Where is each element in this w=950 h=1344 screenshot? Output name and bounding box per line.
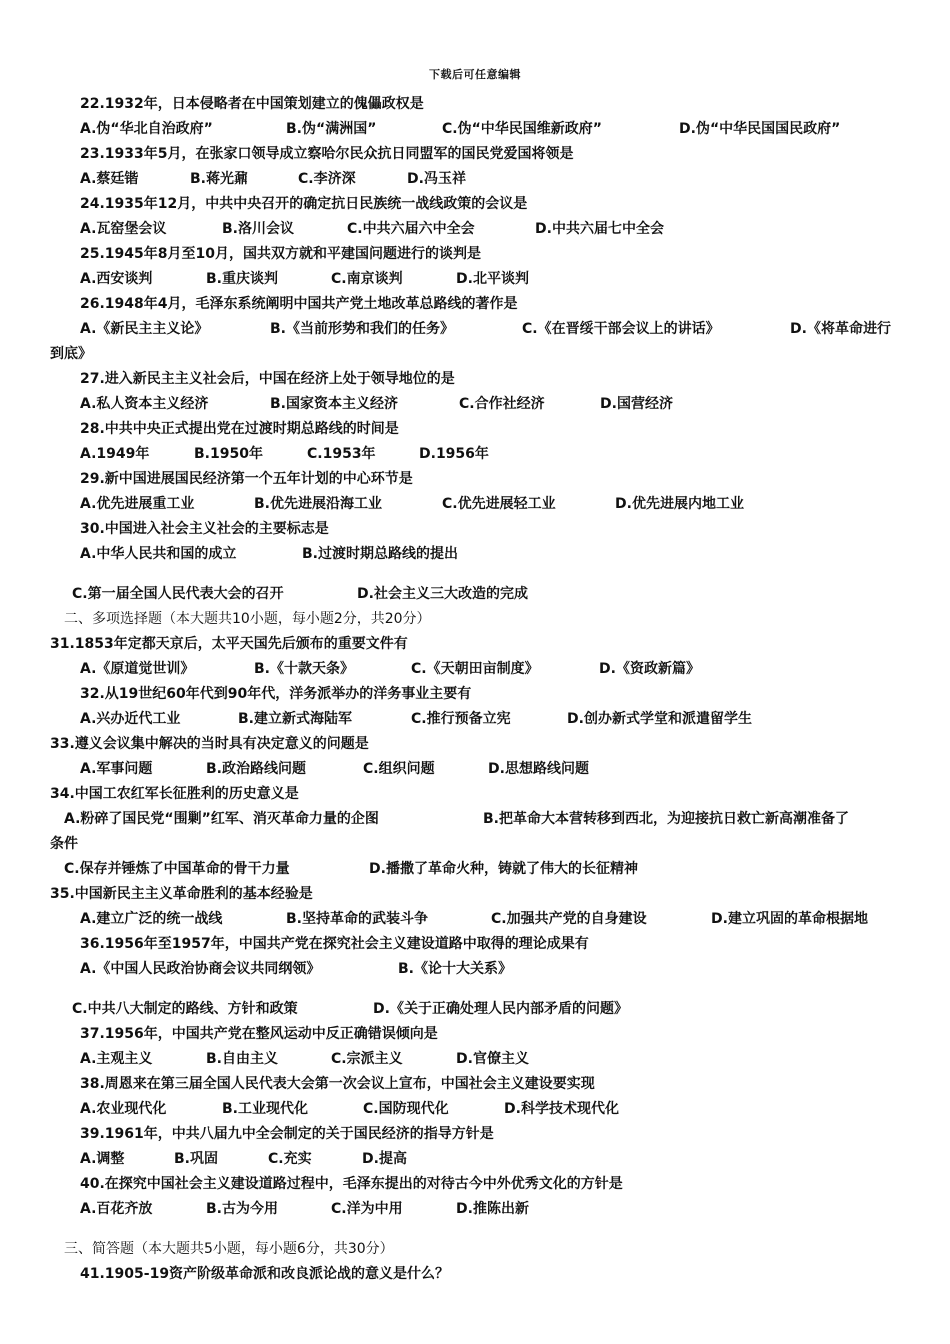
option-29b: B.优先进展沿海工业: [254, 496, 382, 512]
option-36c: C.中共八大制定的路线、方针和政策: [72, 1001, 298, 1017]
option-37b: B.自由主义: [206, 1051, 278, 1067]
page-header: 下载后可任意编辑: [429, 68, 521, 81]
option-35a: A.建立广泛的统一战线: [80, 911, 223, 927]
question-28: 28.中共中央正式提出党在过渡时期总路线的时间是: [80, 421, 399, 437]
option-38d: D.科学技术现代化: [504, 1101, 619, 1117]
option-40b: B.古为今用: [206, 1201, 278, 1217]
option-40c: C.洋为中用: [331, 1201, 403, 1217]
option-38a: A.农业现代化: [80, 1101, 167, 1117]
option-33d: D.思想路线问题: [488, 761, 589, 777]
option-32b: B.建立新式海陆军: [238, 711, 352, 727]
question-37: 37.1956年，中国共产党在整风运动中反正确错误倾向是: [80, 1026, 438, 1042]
question-41: 41.1905-19资产阶级革命派和改良派论战的意义是什么？: [80, 1266, 450, 1282]
option-36d: D.《关于正确处理人民内部矛盾的问题》: [373, 1001, 628, 1017]
option-31d: D.《资政新篇》: [599, 661, 700, 677]
option-28b: B.1950年: [194, 446, 263, 462]
option-28c: C.1953年: [307, 446, 376, 462]
option-39c: C.充实: [268, 1151, 312, 1167]
option-38c: C.国防现代化: [363, 1101, 449, 1117]
option-31a: A.《原道觉世训》: [80, 661, 195, 677]
option-35d: D.建立巩固的革命根据地: [711, 911, 868, 927]
question-26: 26.1948年4月，毛泽东系统阐明中国共产党土地改革总路线的著作是: [80, 296, 518, 312]
option-40a: A.百花齐放: [80, 1201, 153, 1217]
option-30d: D.社会主义三大改造的完成: [357, 586, 528, 602]
option-34b-continued: 条件: [50, 836, 78, 852]
option-26d: D.《将革命进行: [790, 321, 891, 337]
question-31: 31.1853年定都天京后，太平天国先后颁布的重要文件有: [50, 636, 408, 652]
option-25a: A.西安谈判: [80, 271, 153, 287]
option-34b: B.把革命大本营转移到西北，为迎接抗日救亡新高潮准备了: [483, 811, 849, 827]
option-35c: C.加强共产党的自身建设: [491, 911, 647, 927]
option-39b: B.巩固: [174, 1151, 218, 1167]
option-22b: B.伪“满洲国”: [286, 121, 377, 137]
option-27b: B.国家资本主义经济: [270, 396, 398, 412]
option-25d: D.北平谈判: [456, 271, 529, 287]
option-23c: C.李济深: [298, 171, 356, 187]
option-37d: D.官僚主义: [456, 1051, 529, 1067]
option-24c: C.中共六届六中全会: [347, 221, 475, 237]
option-22d: D.伪“中华民国国民政府”: [679, 121, 841, 137]
option-33b: B.政治路线问题: [206, 761, 306, 777]
option-39d: D.提高: [362, 1151, 407, 1167]
option-38b: B.工业现代化: [222, 1101, 308, 1117]
option-29a: A.优先进展重工业: [80, 496, 195, 512]
option-37c: C.宗派主义: [331, 1051, 403, 1067]
option-31c: C.《天朝田亩制度》: [411, 661, 539, 677]
question-34: 34.中国工农红军长征胜利的历史意义是: [50, 786, 299, 802]
option-24a: A.瓦窑堡会议: [80, 221, 167, 237]
option-31b: B.《十款天条》: [254, 661, 354, 677]
option-28d: D.1956年: [419, 446, 489, 462]
question-27: 27.进入新民主主义社会后，中国在经济上处于领导地位的是: [80, 371, 455, 387]
question-24: 24.1935年12月，中共中央召开的确定抗日民族统一战线政策的会议是: [80, 196, 528, 212]
section-3-heading: 三、简答题（本大题共5小题，每小题6分，共30分）: [64, 1241, 394, 1257]
question-33: 33.遵义会议集中解决的当时具有决定意义的问题是: [50, 736, 369, 752]
option-25b: B.重庆谈判: [206, 271, 278, 287]
option-40d: D.推陈出新: [456, 1201, 529, 1217]
option-39a: A.调整: [80, 1151, 125, 1167]
question-38: 38.周恩来在第三届全国人民代表大会第一次会议上宣布，中国社会主义建设要实现: [80, 1076, 595, 1092]
option-33a: A.军事问题: [80, 761, 153, 777]
option-36b: B.《论十大关系》: [398, 961, 512, 977]
question-39: 39.1961年，中共八届九中全会制定的关于国民经济的指导方针是: [80, 1126, 494, 1142]
option-27a: A.私人资本主义经济: [80, 396, 209, 412]
option-26a: A.《新民主主义论》: [80, 321, 209, 337]
option-26c: C.《在晋绥干部会议上的讲话》: [522, 321, 720, 337]
option-30b: B.过渡时期总路线的提出: [302, 546, 458, 562]
option-24b: B.洛川会议: [222, 221, 294, 237]
option-34a: A.粉碎了国民党“围剿”红军、消灭革命力量的企图: [64, 811, 379, 827]
option-32d: D.创办新式学堂和派遣留学生: [567, 711, 752, 727]
question-32: 32.从19世纪60年代到90年代，洋务派举办的洋务事业主要有: [80, 686, 472, 702]
option-23a: A.蔡廷锴: [80, 171, 139, 187]
option-22c: C.伪“中华民国维新政府”: [442, 121, 602, 137]
section-2-heading: 二、多项选择题（本大题共10小题，每小题2分，共20分）: [64, 611, 431, 627]
option-28a: A.1949年: [80, 446, 150, 462]
question-22: 22.1932年，日本侵略者在中国策划建立的傀儡政权是: [80, 96, 424, 112]
option-25c: C.南京谈判: [331, 271, 403, 287]
option-22a: A.伪“华北自治政府”: [80, 121, 213, 137]
option-29c: C.优先进展轻工业: [442, 496, 556, 512]
option-30c: C.第一届全国人民代表大会的召开: [72, 586, 284, 602]
question-29: 29.新中国进展国民经济第一个五年计划的中心环节是: [80, 471, 413, 487]
option-29d: D.优先进展内地工业: [615, 496, 744, 512]
option-30a: A.中华人民共和国的成立: [80, 546, 237, 562]
option-32c: C.推行预备立宪: [411, 711, 511, 727]
option-23b: B.蒋光鼐: [190, 171, 248, 187]
question-23: 23.1933年5月，在张家口领导成立察哈尔民众抗日同盟军的国民党爱国将领是: [80, 146, 574, 162]
option-33c: C.组织问题: [363, 761, 435, 777]
question-40: 40.在探究中国社会主义建设道路过程中，毛泽东提出的对待古今中外优秀文化的方针是: [80, 1176, 623, 1192]
option-37a: A.主观主义: [80, 1051, 153, 1067]
option-34d: D.播撒了革命火种，铸就了伟大的长征精神: [369, 861, 638, 877]
option-27d: D.国营经济: [600, 396, 673, 412]
question-35: 35.中国新民主主义革命胜利的基本经验是: [50, 886, 313, 902]
option-36a: A.《中国人民政治协商会议共同纲领》: [80, 961, 321, 977]
question-25: 25.1945年8月至10月，国共双方就和平建国问题进行的谈判是: [80, 246, 481, 262]
option-27c: C.合作社经济: [459, 396, 545, 412]
option-24d: D.中共六届七中全会: [535, 221, 664, 237]
option-23d: D.冯玉祥: [407, 171, 466, 187]
option-35b: B.坚持革命的武装斗争: [286, 911, 428, 927]
option-34c: C.保存并锤炼了中国革命的骨干力量: [64, 861, 290, 877]
option-26d-continued: 到底》: [50, 346, 92, 362]
option-26b: B.《当前形势和我们的任务》: [270, 321, 454, 337]
question-30: 30.中国进入社会主义社会的主要标志是: [80, 521, 329, 537]
question-36: 36.1956年至1957年，中国共产党在探究社会主义建设道路中取得的理论成果有: [80, 936, 589, 952]
option-32a: A.兴办近代工业: [80, 711, 181, 727]
